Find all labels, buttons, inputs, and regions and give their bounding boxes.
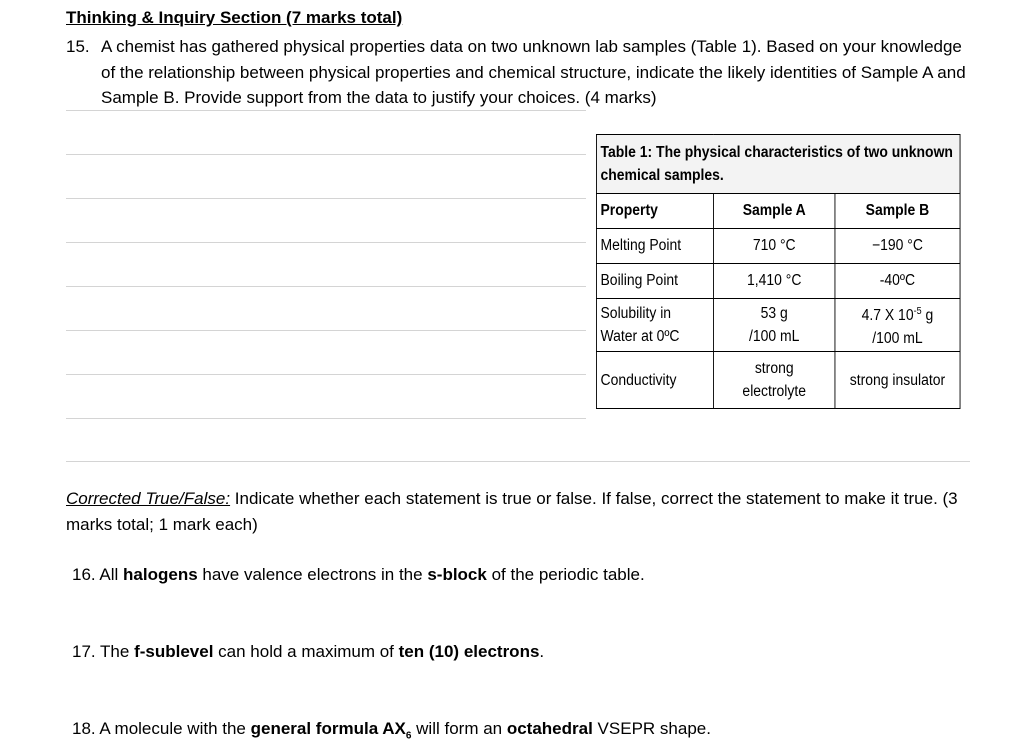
section-title: Thinking & Inquiry Section (7 marks total) [66, 8, 403, 27]
table-cell: Melting Point [596, 229, 713, 264]
table-caption: Table 1: The physical characteristics of two unknown chemical samples. [596, 135, 960, 194]
q-text: VSEPR shape. [592, 719, 711, 738]
instructions-text: Indicate whether each statement is true or false. If false, correct the statement to make it true. (3 marks total; 1 mark each) [66, 489, 958, 534]
q-bold: halogens [123, 565, 198, 584]
answer-line[interactable] [66, 418, 586, 419]
table-row [596, 264, 960, 299]
question-16 [72, 565, 645, 585]
q-text: of the periodic table. [486, 565, 645, 584]
q-bold: octahedral [506, 719, 593, 738]
cell-line: /100 mL [872, 330, 923, 348]
cell-line: electrolyte [742, 383, 807, 400]
question-text: A chemist has gathered physical properties data on two unknown lab samples (Table 1). Based on your knowledge of the relationship between physical properties and chemical structure, indicate the likely identities of Sample A and Sample B. Provide support from the data to justify your choices. (4 marks) [101, 37, 966, 107]
table-cell [596, 299, 713, 352]
table-cell: -40ºC [835, 264, 960, 299]
answer-line[interactable] [66, 242, 586, 243]
q-bold: general formula AX [250, 719, 406, 738]
table-cell: −190 °C [835, 229, 960, 264]
table-row [596, 352, 960, 409]
q-bold: s-block [427, 565, 487, 584]
q-text: can hold a maximum of [213, 642, 399, 661]
answer-line[interactable] [66, 198, 586, 199]
table-cell: Conductivity [596, 352, 713, 409]
table-cell: Boiling Point [596, 264, 713, 299]
cell-line: strong [754, 360, 794, 377]
q-subscript: 6 [405, 730, 412, 742]
answer-line[interactable] [66, 154, 586, 155]
cell-line: 53 g [760, 305, 788, 322]
q-text: 18. A molecule with the [72, 719, 251, 738]
column-header: Sample A [714, 194, 835, 229]
cell-line: Solubility in [600, 305, 672, 322]
table-cell [835, 299, 960, 352]
column-header: Property [596, 194, 713, 229]
q-text: have valence electrons in the [197, 565, 428, 584]
answer-line[interactable] [66, 110, 586, 111]
column-header: Sample B [835, 194, 960, 229]
value-exponent: -5 [913, 305, 922, 317]
q-text: 17. The [72, 642, 135, 661]
answer-line[interactable] [66, 374, 586, 375]
question-number: 15. [66, 37, 90, 56]
value-base: 4.7 X 10 [861, 307, 914, 325]
q-text: 16. All [72, 565, 124, 584]
question-18 [72, 719, 711, 741]
question-15 [66, 34, 976, 111]
table-cell: strong insulator [835, 352, 960, 409]
value-unit: g [921, 307, 934, 325]
q-text: . [539, 642, 545, 661]
q-text: will form an [411, 719, 507, 738]
table-cell [714, 299, 835, 352]
q-bold: f-sublevel [134, 642, 214, 661]
data-table [596, 134, 961, 409]
table-cell [714, 352, 835, 409]
q-bold: ten (10) electrons [398, 642, 540, 661]
table-header-row [596, 194, 960, 229]
question-17 [72, 642, 544, 662]
answer-line[interactable] [66, 330, 586, 331]
corrected-true-false-instructions [66, 486, 966, 538]
instructions-lead: Corrected True/False: [66, 489, 231, 508]
table-row [596, 299, 960, 352]
cell-line: Water at 0ºC [600, 328, 680, 345]
table-cell: 710 °C [714, 229, 835, 264]
table-cell: 1,410 °C [714, 264, 835, 299]
table-row [596, 229, 960, 264]
answer-line[interactable] [66, 286, 586, 287]
cell-line [839, 300, 956, 327]
cell-line: /100 mL [749, 328, 800, 345]
answer-line[interactable] [66, 461, 970, 462]
